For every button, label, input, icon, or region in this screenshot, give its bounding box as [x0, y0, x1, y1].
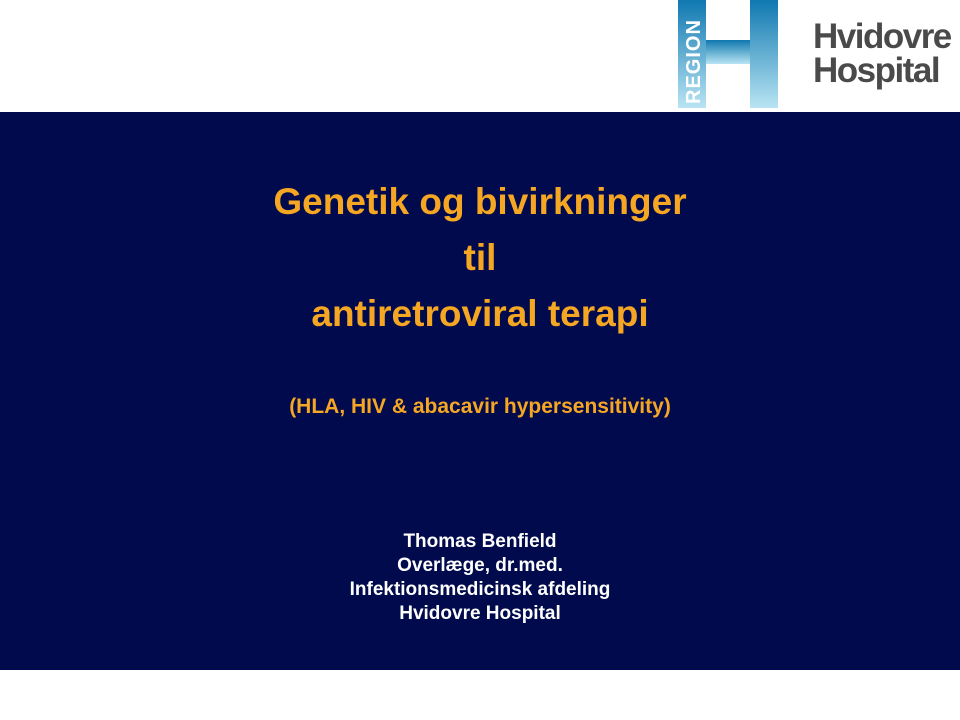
title-line-3: antiretroviral terapi [311, 293, 649, 334]
logo-name-line1: Hvidovre [813, 17, 951, 56]
region-vertical-text: REGION [683, 19, 705, 104]
author-hospital: Hvidovre Hospital [399, 603, 561, 624]
slide-subtitle: (HLA, HIV & abacavir hypersensitivity) [289, 395, 671, 418]
title-line-2: til [463, 237, 497, 278]
author-name: Thomas Benfield [403, 531, 557, 552]
author-department: Infektionsmedicinsk afdeling [349, 579, 611, 600]
author-title: Overlæge, dr.med. [397, 555, 563, 576]
title-slide [0, 112, 960, 670]
title-line-1: Genetik og bivirkninger [273, 181, 687, 222]
slide-title [0, 174, 960, 342]
slide-footer [0, 670, 960, 720]
hvidovre-hospital-logo [678, 0, 960, 112]
slide-header [0, 0, 960, 112]
logo-name-line2: Hospital [813, 51, 940, 90]
author-info [0, 530, 960, 626]
